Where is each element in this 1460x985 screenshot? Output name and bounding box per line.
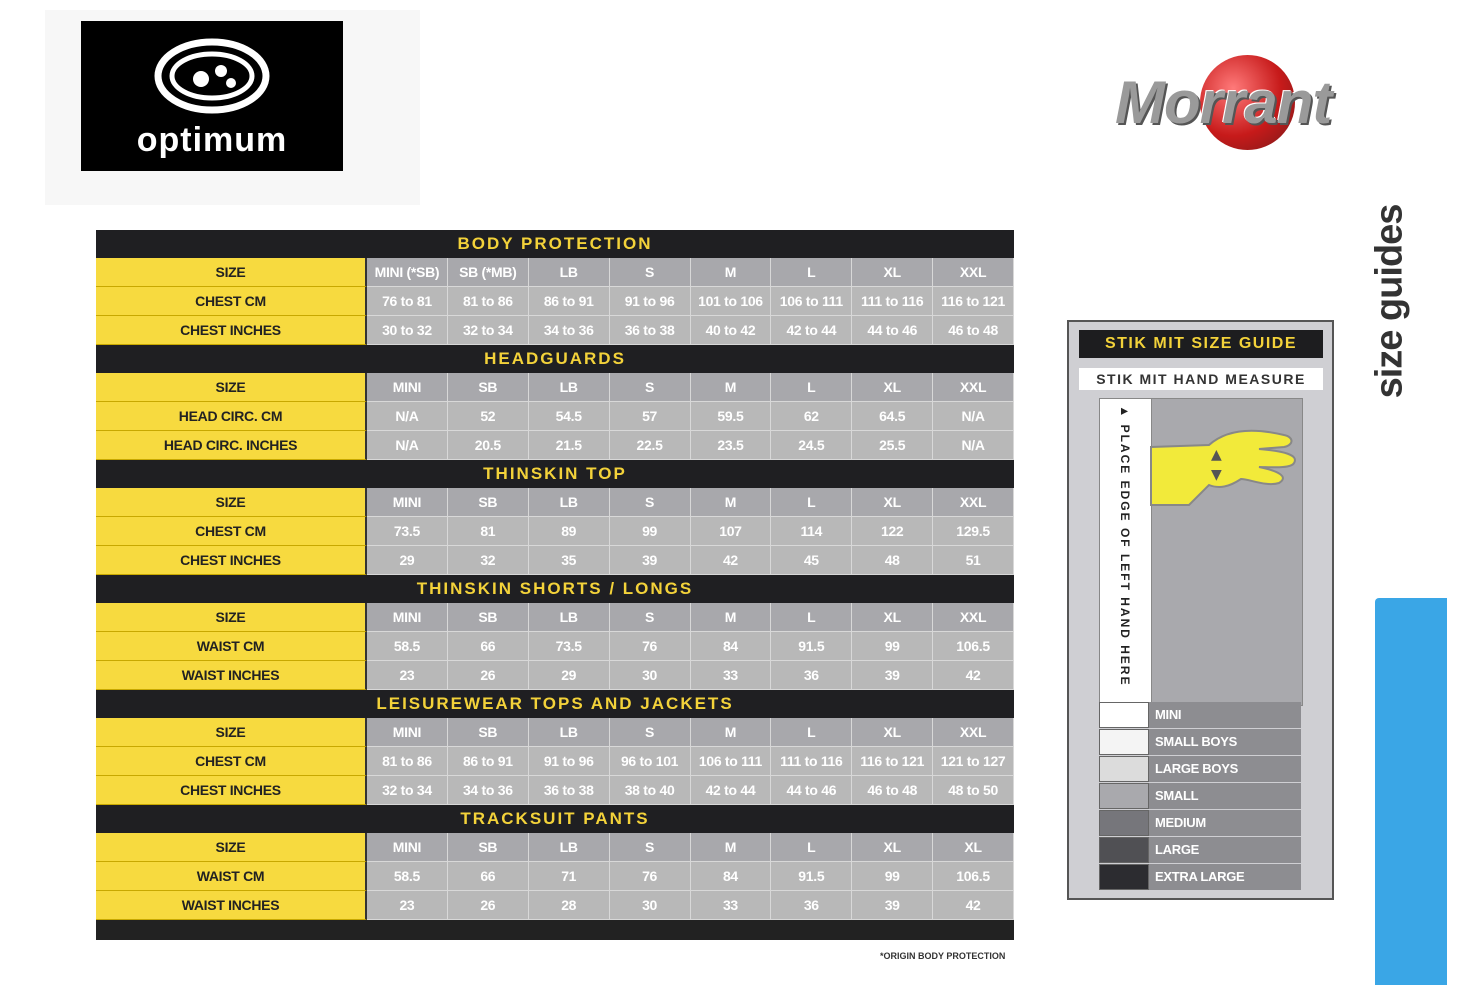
table-cell: 34 to 36 [529,316,610,345]
table-cell: SB [448,833,529,862]
table-cell: 30 [610,661,691,690]
table-cell: S [610,258,691,287]
stik-mit-title: STIK MIT SIZE GUIDE [1079,330,1323,358]
size-swatch [1099,837,1149,863]
table-cell: XXL [933,488,1014,517]
side-title [1350,190,1440,410]
table-cell: 26 [448,891,529,920]
morrant-logo-text: Morrant [1115,69,1332,136]
table-cell: 36 [771,891,852,920]
table-cell: SB [448,603,529,632]
size-swatch [1099,756,1149,782]
hand-icon [1149,417,1299,507]
hand-placement-instruction: ▲ PLACE EDGE OF LEFT HAND HERE [1118,405,1132,687]
table-cell: SB [448,718,529,747]
table-cell: 81 [448,517,529,546]
table-cell: 24.5 [771,431,852,460]
table-row [96,632,1014,661]
table-cell: 58.5 [367,862,448,891]
table-cell: 59.5 [691,402,772,431]
section-title: LEISUREWEAR TOPS AND JACKETS [96,690,1014,718]
size-label: SMALL BOYS [1149,729,1301,755]
section-title: THINSKIN SHORTS / LONGS [96,575,1014,603]
table-cell: XL [852,488,933,517]
table-cell: XXL [933,373,1014,402]
table-cell: 111 to 116 [852,287,933,316]
table-cell: 73.5 [367,517,448,546]
table-cell: 101 to 106 [691,287,772,316]
table-cell: 21.5 [529,431,610,460]
table-cell: 99 [610,517,691,546]
table-cell: 42 to 44 [691,776,772,805]
table-cell: 73.5 [529,632,610,661]
table-cell: 106 to 111 [691,747,772,776]
table-cell: 44 to 46 [771,776,852,805]
table-cell: 36 to 38 [529,776,610,805]
table-cell: L [771,603,852,632]
size-swatch [1099,702,1149,728]
size-swatch [1099,729,1149,755]
table-row [96,373,1014,402]
table-cell: 20.5 [448,431,529,460]
table-cell: S [610,488,691,517]
table-cell: L [771,488,852,517]
stik-size-row [1099,729,1301,755]
table-cell: 54.5 [529,402,610,431]
table-cell: S [610,603,691,632]
table-row [96,517,1014,546]
table-cell: 89 [529,517,610,546]
table-cell: 29 [367,546,448,575]
row-label: SIZE [96,258,367,287]
table-cell: 71 [529,862,610,891]
table-cell: XL [933,833,1014,862]
table-cell: 121 to 127 [933,747,1014,776]
table-cell: 106.5 [933,632,1014,661]
table-cell: LB [529,833,610,862]
table-cell: L [771,833,852,862]
footnote: *ORIGIN BODY PROTECTION [880,951,1006,961]
table-row [96,862,1014,891]
side-title-text: size guides [1368,204,1411,399]
table-cell: M [691,488,772,517]
table-cell: 32 to 34 [448,316,529,345]
size-chart-table [96,230,1014,940]
table-cell: 91 to 96 [529,747,610,776]
row-label: SIZE [96,718,367,747]
table-cell: 106.5 [933,862,1014,891]
table-cell: SB [448,373,529,402]
table-cell: 29 [529,661,610,690]
table-cell: 45 [771,546,852,575]
svg-text:▲: ▲ [1211,447,1222,463]
table-cell: XL [852,258,933,287]
table-cell: N/A [367,402,448,431]
table-cell: 26 [448,661,529,690]
table-cell: 86 to 91 [448,747,529,776]
table-cell: S [610,373,691,402]
table-cell: 76 [610,862,691,891]
table-cell: LB [529,603,610,632]
table-cell: 28 [529,891,610,920]
table-cell: XL [852,833,933,862]
table-cell: LB [529,488,610,517]
table-cell: 62 [771,402,852,431]
table-cell: 33 [691,891,772,920]
table-cell: 81 to 86 [448,287,529,316]
size-label: MEDIUM [1149,810,1301,836]
table-cell: MINI [367,718,448,747]
section-title: BODY PROTECTION [96,230,1014,258]
table-cell: 42 [691,546,772,575]
table-cell: M [691,603,772,632]
table-cell: M [691,258,772,287]
table-cell: M [691,718,772,747]
section-title: THINSKIN TOP [96,460,1014,488]
table-cell: 48 to 50 [933,776,1014,805]
table-cell: 39 [852,661,933,690]
table-cell: MINI [367,373,448,402]
table-cell: 91.5 [771,862,852,891]
table-cell: 99 [852,632,933,661]
row-label: CHEST CM [96,517,367,546]
table-cell: N/A [933,431,1014,460]
row-label: SIZE [96,833,367,862]
table-cell: M [691,373,772,402]
table-cell: 99 [852,862,933,891]
table-cell: 81 to 86 [367,747,448,776]
size-swatch [1099,783,1149,809]
stik-size-row [1099,837,1301,863]
table-cell: 106 to 111 [771,287,852,316]
table-cell: 36 [771,661,852,690]
row-label: CHEST INCHES [96,546,367,575]
table-cell: SB [448,488,529,517]
table-cell: MINI (*SB) [367,258,448,287]
table-cell: 46 to 48 [933,316,1014,345]
stik-size-row [1099,864,1301,890]
table-cell: XL [852,718,933,747]
table-cell: 107 [691,517,772,546]
table-cell: 116 to 121 [933,287,1014,316]
table-cell: 116 to 121 [852,747,933,776]
table-cell: XXL [933,258,1014,287]
table-cell: L [771,258,852,287]
table-cell: 66 [448,632,529,661]
optimum-logo [81,21,343,171]
hand-placement-strip [1099,398,1153,706]
table-cell: 66 [448,862,529,891]
table-cell: 129.5 [933,517,1014,546]
table-cell: 114 [771,517,852,546]
size-swatch [1099,864,1149,890]
table-cell: 36 to 38 [610,316,691,345]
table-cell: S [610,833,691,862]
optimum-emblem-icon [81,31,343,131]
table-cell: LB [529,258,610,287]
table-row [96,488,1014,517]
stik-mit-subtitle: STIK MIT HAND MEASURE [1079,368,1323,390]
table-cell: 122 [852,517,933,546]
table-row [96,316,1014,345]
size-label: LARGE [1149,837,1301,863]
table-cell: 51 [933,546,1014,575]
section-title: TRACKSUIT PANTS [96,805,1014,833]
table-cell: XXL [933,718,1014,747]
table-cell: 86 to 91 [529,287,610,316]
size-label: SMALL [1149,783,1301,809]
row-label: SIZE [96,603,367,632]
table-cell: 64.5 [852,402,933,431]
stik-mit-panel [1067,320,1334,900]
morrant-logo [1105,50,1395,160]
table-row [96,661,1014,690]
stik-size-row [1099,783,1301,809]
table-row [96,603,1014,632]
section-title: HEADGUARDS [96,345,1014,373]
table-cell: 57 [610,402,691,431]
table-cell: 58.5 [367,632,448,661]
table-cell: 40 to 42 [691,316,772,345]
table-cell: LB [529,373,610,402]
table-cell: XL [852,373,933,402]
table-row [96,776,1014,805]
table-cell: 48 [852,546,933,575]
table-cell: 91 to 96 [610,287,691,316]
table-row [96,833,1014,862]
row-label: CHEST INCHES [96,776,367,805]
row-label: CHEST CM [96,287,367,316]
table-cell: 111 to 116 [771,747,852,776]
row-label: WAIST CM [96,632,367,661]
table-row [96,402,1014,431]
table-cell: 91.5 [771,632,852,661]
table-cell: 52 [448,402,529,431]
row-label: HEAD CIRC. INCHES [96,431,367,460]
table-cell: 25.5 [852,431,933,460]
table-row [96,747,1014,776]
table-cell: 44 to 46 [852,316,933,345]
stik-size-list [1099,702,1301,891]
optimum-logo-panel [45,10,420,205]
table-cell: 32 [448,546,529,575]
table-cell: 33 [691,661,772,690]
table-row [96,258,1014,287]
table-cell: 46 to 48 [852,776,933,805]
table-cell: 96 to 101 [610,747,691,776]
optimum-logo-text: optimum [136,121,288,159]
table-cell: 42 to 44 [771,316,852,345]
table-cell: 30 to 32 [367,316,448,345]
row-label: WAIST INCHES [96,661,367,690]
table-cell: XXL [933,603,1014,632]
row-label: HEAD CIRC. CM [96,402,367,431]
table-cell: 39 [852,891,933,920]
table-cell: 38 to 40 [610,776,691,805]
table-cell: SB (*MB) [448,258,529,287]
table-row [96,546,1014,575]
table-cell: 23.5 [691,431,772,460]
table-cell: MINI [367,603,448,632]
row-label: CHEST INCHES [96,316,367,345]
table-cell: 76 to 81 [367,287,448,316]
table-cell: 30 [610,891,691,920]
size-label: LARGE BOYS [1149,756,1301,782]
row-label: WAIST INCHES [96,891,367,920]
svg-text:▼: ▼ [1211,467,1222,483]
table-cell: 22.5 [610,431,691,460]
table-cell: 23 [367,661,448,690]
blue-tab [1375,598,1447,985]
row-label: SIZE [96,373,367,402]
table-cell: 76 [610,632,691,661]
table-cell: 42 [933,891,1014,920]
table-cell: 42 [933,661,1014,690]
table-cell: M [691,833,772,862]
row-label: WAIST CM [96,862,367,891]
table-cell: 34 to 36 [448,776,529,805]
table-row [96,431,1014,460]
table-cell: 84 [691,862,772,891]
table-cell: LB [529,718,610,747]
table-cell: 35 [529,546,610,575]
table-cell: 32 to 34 [367,776,448,805]
table-cell: 23 [367,891,448,920]
table-row [96,891,1014,920]
row-label: CHEST CM [96,747,367,776]
stik-size-row [1099,702,1301,728]
table-cell: MINI [367,488,448,517]
row-label: SIZE [96,488,367,517]
table-cell: 39 [610,546,691,575]
table-cell: 84 [691,632,772,661]
table-row [96,287,1014,316]
table-cell: N/A [933,402,1014,431]
table-cell: S [610,718,691,747]
size-swatch [1099,810,1149,836]
stik-size-row [1099,756,1301,782]
table-cell: MINI [367,833,448,862]
table-cell: XL [852,603,933,632]
stik-size-row [1099,810,1301,836]
size-label: MINI [1149,702,1301,728]
table-cell: L [771,373,852,402]
table-row [96,718,1014,747]
table-cell: L [771,718,852,747]
size-label: EXTRA LARGE [1149,864,1301,890]
table-cell: N/A [367,431,448,460]
